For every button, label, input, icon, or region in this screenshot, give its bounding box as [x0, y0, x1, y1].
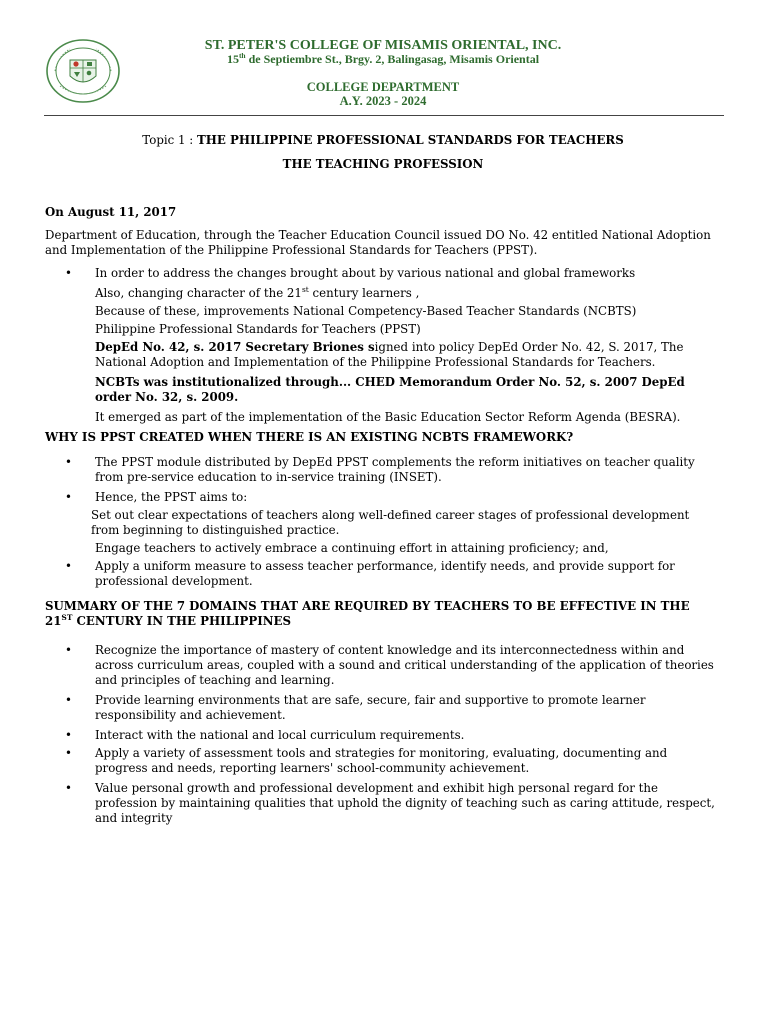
context-bullet-list — [45, 266, 721, 425]
school-address — [130, 53, 636, 66]
list-item: Because of these, improvements National Competency-Based Teacher Standards (NCBTS) — [95, 304, 637, 318]
list-item-text: Also, changing character of the 21 — [95, 286, 302, 300]
list-item: • Apply a uniform measure to assess teacher performance, identify needs, and provide support for professional development. — [45, 559, 721, 589]
list-item-bold-text: DepEd No. 42, s. 2017 Secretary Briones s — [95, 340, 375, 354]
list-item: • In order to address the changes brought about by various national and global frameworks — [45, 266, 721, 281]
list-item: NCBTs was institutionalized through... CHED Memorandum Order No. 52, s. 2007 DepEd order No. 32, s. 2009. — [95, 375, 685, 404]
topic-label: Topic 1 : — [142, 133, 197, 147]
list-item: • Hence, the PPST aims to: — [45, 490, 721, 505]
list-item — [45, 286, 721, 301]
section-date-heading: On August 11, 2017 — [45, 205, 177, 219]
topic-title: THE PHILIPPINE PROFESSIONAL STANDARDS FOR TEACHERS — [197, 133, 624, 147]
list-item-text: century learners , — [308, 286, 420, 300]
list-item: • The PPST module distributed by DepEd PPST complements the reform initiatives on teacher quality from pre-service education to in-service training (INSET). — [45, 455, 721, 485]
topic-subtitle: THE TEACHING PROFESSION — [282, 157, 484, 171]
list-item: • Interact with the national and local curriculum requirements. — [45, 728, 721, 743]
intro-paragraph: Department of Education, through the Teacher Education Council issued DO No. 42 entitled National Adoption and Implementation of the Philippine Professional Standards for Teachers (PPST). — [45, 228, 711, 257]
list-item: Engage teachers to actively embrace a continuing effort in attaining proficiency; and, — [95, 541, 609, 555]
ordinal-suffix: ST — [61, 613, 73, 623]
list-item: • Recognize the importance of mastery of content knowledge and its interconnectedness within and across curriculum areas, coupled with a sound and critical understanding of the application of theories and principles of teaching and learning. — [45, 643, 721, 688]
list-item: • Apply a variety of assessment tools and strategies for monitoring, evaluating, documenting and progress and needs, reporting learners' school-community achievement. — [45, 746, 721, 776]
list-item — [45, 340, 721, 370]
list-item: Set out clear expectations of teachers along well-defined career stages of professional development from beginning to distinguished practice. — [91, 508, 690, 537]
heading-text: CENTURY IN THE PHILIPPINES — [72, 614, 292, 628]
list-item: • Value personal growth and professional development and exhibit high personal regard for the profession by maintaining qualities that uphold the dignity of teaching such as caring attitude, respect, and integrity — [45, 781, 721, 826]
school-name: ST. PETER'S COLLEGE OF MISAMIS ORIENTAL, INC. — [204, 38, 562, 53]
ordinal-suffix: st — [301, 285, 309, 295]
department-name: COLLEGE DEPARTMENT — [306, 80, 460, 94]
list-item: Philippine Professional Standards for Teachers (PPST) — [95, 322, 421, 336]
section-heading-why-ppst: WHY IS PPST CREATED WHEN THERE IS AN EXISTING NCBTS FRAMEWORK? — [45, 430, 574, 444]
heading-text: SUMMARY OF THE 7 DOMAINS THAT ARE REQUIRED BY TEACHERS TO BE EFFECTIVE IN THE 21 — [45, 599, 690, 628]
address-ordinal: th — [238, 51, 246, 60]
topic-line — [45, 133, 721, 148]
why-ppst-bullet-list — [45, 455, 721, 589]
domains-bullet-list — [45, 643, 721, 826]
list-item: • Provide learning environments that are safe, secure, fair and supportive to promote learner responsibility and achievement. — [45, 693, 721, 723]
document-header — [0, 0, 768, 118]
list-item-text: igned into policy DepEd Order No. 42, S. 2017, The National Adoption and Implementation of the Philippine Professional Standards for Teachers. — [95, 340, 684, 369]
address-street: de Septiembre St., Brgy. 2, Balingasag, Misamis Oriental — [245, 52, 540, 66]
document-body — [45, 130, 721, 831]
address-number: 15 — [226, 52, 239, 66]
list-item: It emerged as part of the implementation of the Basic Education Sector Reform Agenda (BESRA). — [95, 410, 681, 424]
college-seal-logo — [44, 38, 122, 104]
header-divider — [44, 115, 724, 116]
header-text-block — [130, 39, 636, 108]
academic-year: A.Y. 2023 - 2024 — [339, 94, 427, 108]
section-heading-seven-domains — [45, 599, 721, 629]
